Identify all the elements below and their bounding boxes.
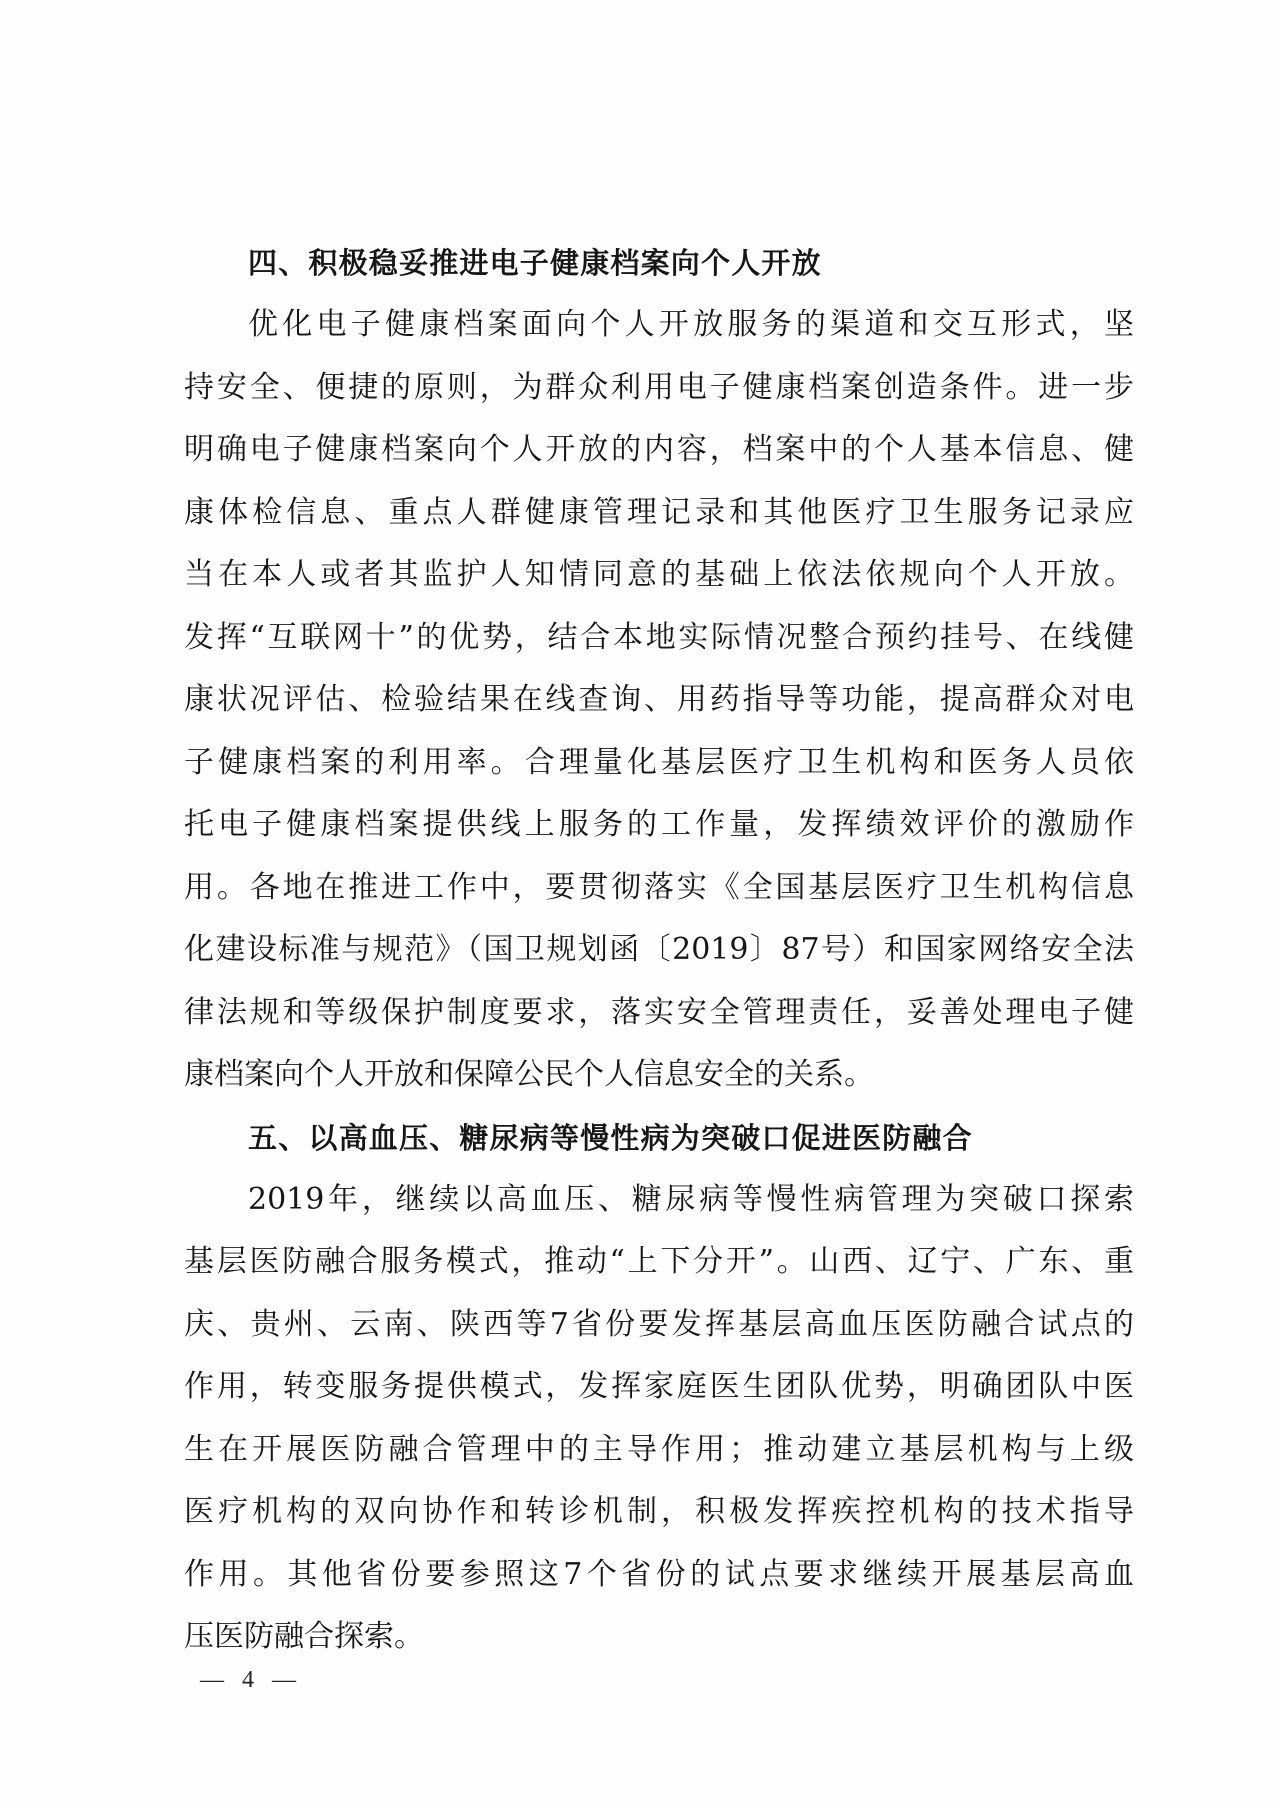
section-4-heading: 四、积极稳妥推进电子健康档案向个人开放 xyxy=(248,246,822,280)
section-5-line: 2019年，继续以高血压、糖尿病等慢性病管理为突破口探索 xyxy=(248,1181,1134,1217)
section-4-line: 康档案向个人开放和保障公民个人信息安全的关系。 xyxy=(184,1057,874,1092)
section-5-line: 基层医防融合服务模式，推动“上下分开”。山西、辽宁、广东、重 xyxy=(184,1244,1134,1279)
body-text xyxy=(184,232,1134,1669)
section-4-line: 化建设标准与规范》（国卫规划函〔2019〕87号）和国家网络安全法 xyxy=(184,932,1134,967)
section-4-line: 托电子健康档案提供线上服务的工作量，发挥绩效评价的激励作 xyxy=(184,807,1134,842)
section-4-line: 持安全、便捷的原则，为群众利用电子健康档案创造条件。进一步 xyxy=(184,369,1134,405)
section-4-line: 明确电子健康档案向个人开放的内容，档案中的个人基本信息、健 xyxy=(184,432,1134,467)
section-4-line: 康状况评估、检验结果在线查询、用药指导等功能，提高群众对电 xyxy=(184,682,1134,717)
section-4-line: 子健康档案的利用率。合理量化基层医疗卫生机构和医务人员依 xyxy=(184,744,1134,780)
section-4-line: 优化电子健康档案面向个人开放服务的渠道和交互形式，坚 xyxy=(248,307,1134,342)
section-4-line: 律法规和等级保护制度要求，落实安全管理责任，妥善处理电子健 xyxy=(184,994,1134,1030)
section-4-line: 康体检信息、重点人群健康管理记录和其他医疗卫生服务记录应 xyxy=(184,494,1134,530)
section-4-line: 当在本人或者其监护人知情同意的基础上依法依规向个人开放。 xyxy=(184,557,1134,592)
section-5-line: 压医防融合探索。 xyxy=(184,1619,424,1654)
page-number: — 4 — xyxy=(200,1667,302,1693)
section-5-line: 生在开展医防融合管理中的主导作用；推动建立基层机构与上级 xyxy=(184,1431,1134,1467)
section-5-line: 庆、贵州、云南、陕西等7省份要发挥基层高血压医防融合试点的 xyxy=(184,1306,1134,1342)
section-5-line: 作用。其他省份要参照这7个省份的试点要求继续开展基层高血 xyxy=(184,1556,1134,1592)
section-4-line: 发挥“互联网十”的优势，结合本地实际情况整合预约挂号、在线健 xyxy=(184,619,1134,655)
section-5-line: 作用，转变服务提供模式，发挥家庭医生团队优势，明确团队中医 xyxy=(184,1369,1134,1404)
section-4-line: 用。各地在推进工作中，要贯彻落实《全国基层医疗卫生机构信息 xyxy=(184,869,1134,905)
section-5-heading: 五、以高血压、糖尿病等慢性病为突破口促进医防融合 xyxy=(248,1120,973,1155)
section-5-line: 医疗机构的双向协作和转诊机制，积极发挥疾控机构的技术指导 xyxy=(184,1494,1134,1529)
